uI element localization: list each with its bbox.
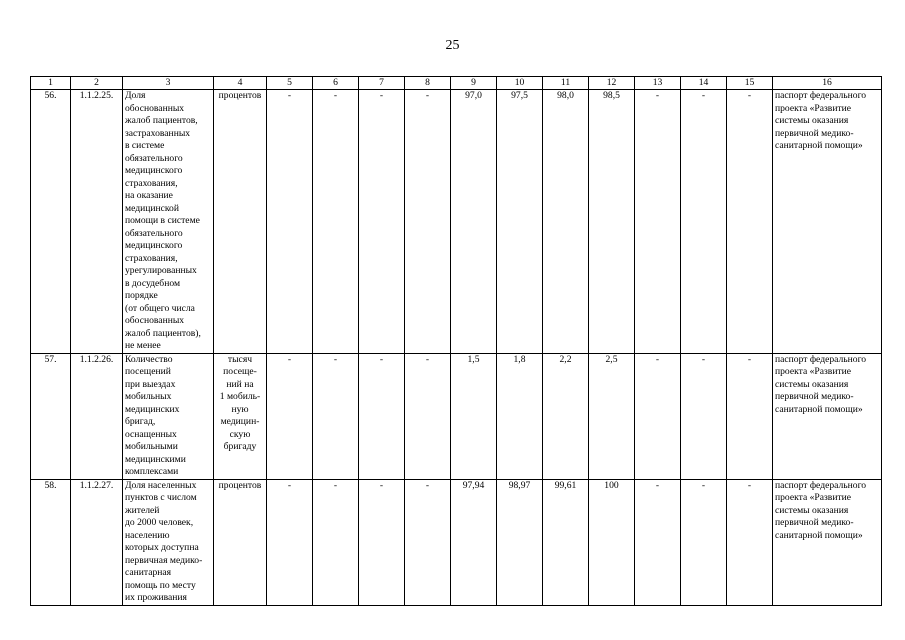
value-cell: - — [313, 353, 359, 479]
value-cell: 98,0 — [543, 90, 589, 354]
value-cell: - — [267, 479, 313, 605]
value-cell: - — [635, 479, 681, 605]
row-number: 56. — [31, 90, 71, 354]
value-cell: - — [405, 353, 451, 479]
column-header: 4 — [214, 77, 267, 90]
value-cell: 98,97 — [497, 479, 543, 605]
table-row — [31, 353, 882, 479]
value-cell: 1,8 — [497, 353, 543, 479]
page-number: 25 — [445, 38, 460, 53]
value-cell: - — [313, 90, 359, 354]
indicator-code: 1.1.2.27. — [71, 479, 123, 605]
value-cell: 98,5 — [589, 90, 635, 354]
value-cell: 100 — [589, 479, 635, 605]
source-cell: паспорт федерального проекта «Развитие системы оказания первичной медико- санитарной помощи» — [773, 90, 882, 354]
column-header: 15 — [727, 77, 773, 90]
table-row — [31, 479, 882, 605]
column-header: 16 — [773, 77, 882, 90]
value-cell: - — [405, 90, 451, 354]
unit: процентов — [214, 479, 267, 605]
column-header: 1 — [31, 77, 71, 90]
value-cell: - — [267, 353, 313, 479]
value-cell: 99,61 — [543, 479, 589, 605]
value-cell: 97,5 — [497, 90, 543, 354]
column-header: 9 — [451, 77, 497, 90]
unit: процентов — [214, 90, 267, 354]
value-cell: 1,5 — [451, 353, 497, 479]
row-number: 57. — [31, 353, 71, 479]
value-cell: - — [681, 353, 727, 479]
value-cell: - — [267, 90, 313, 354]
value-cell: 2,2 — [543, 353, 589, 479]
column-header: 3 — [123, 77, 214, 90]
value-cell: 97,94 — [451, 479, 497, 605]
value-cell: - — [405, 479, 451, 605]
value-cell: - — [727, 90, 773, 354]
value-cell: - — [359, 353, 405, 479]
indicator-code: 1.1.2.25. — [71, 90, 123, 354]
indicators-table — [30, 76, 882, 606]
value-cell: - — [359, 479, 405, 605]
value-cell: - — [635, 353, 681, 479]
column-header: 5 — [267, 77, 313, 90]
column-header: 11 — [543, 77, 589, 90]
column-header: 7 — [359, 77, 405, 90]
indicator-code: 1.1.2.26. — [71, 353, 123, 479]
value-cell: 2,5 — [589, 353, 635, 479]
indicator-name: Доля обоснованных жалоб пациентов, застрахованных в системе обязательного медицинского страхования, на оказание медицинской помощи в системе обязательного медицинского страхования, урегулированных в досудебном порядке (от общего числа обоснованных жалоб пациентов), не менее — [123, 90, 214, 354]
column-header: 6 — [313, 77, 359, 90]
row-number: 58. — [31, 479, 71, 605]
column-header: 12 — [589, 77, 635, 90]
column-header: 13 — [635, 77, 681, 90]
value-cell: 97,0 — [451, 90, 497, 354]
value-cell: - — [681, 90, 727, 354]
value-cell: - — [727, 353, 773, 479]
column-header: 2 — [71, 77, 123, 90]
value-cell: - — [313, 479, 359, 605]
indicator-name: Количество посещений при выездах мобильных медицинских бригад, оснащенных мобильными медицинскими комплексами — [123, 353, 214, 479]
column-header: 10 — [497, 77, 543, 90]
column-header: 14 — [681, 77, 727, 90]
column-header: 8 — [405, 77, 451, 90]
value-cell: - — [635, 90, 681, 354]
source-cell: паспорт федерального проекта «Развитие системы оказания первичной медико- санитарной помощи» — [773, 353, 882, 479]
value-cell: - — [359, 90, 405, 354]
table-header-row — [31, 77, 882, 90]
value-cell: - — [681, 479, 727, 605]
unit: тысяч посеще- ний на 1 мобиль- ную медицин- скую бригаду — [214, 353, 267, 479]
table-row — [31, 90, 882, 354]
indicator-name: Доля населенных пунктов с числом жителей до 2000 человек, населению которых доступна первичная медико- санитарная помощь по месту их проживания — [123, 479, 214, 605]
source-cell: паспорт федерального проекта «Развитие системы оказания первичной медико- санитарной помощи» — [773, 479, 882, 605]
value-cell: - — [727, 479, 773, 605]
